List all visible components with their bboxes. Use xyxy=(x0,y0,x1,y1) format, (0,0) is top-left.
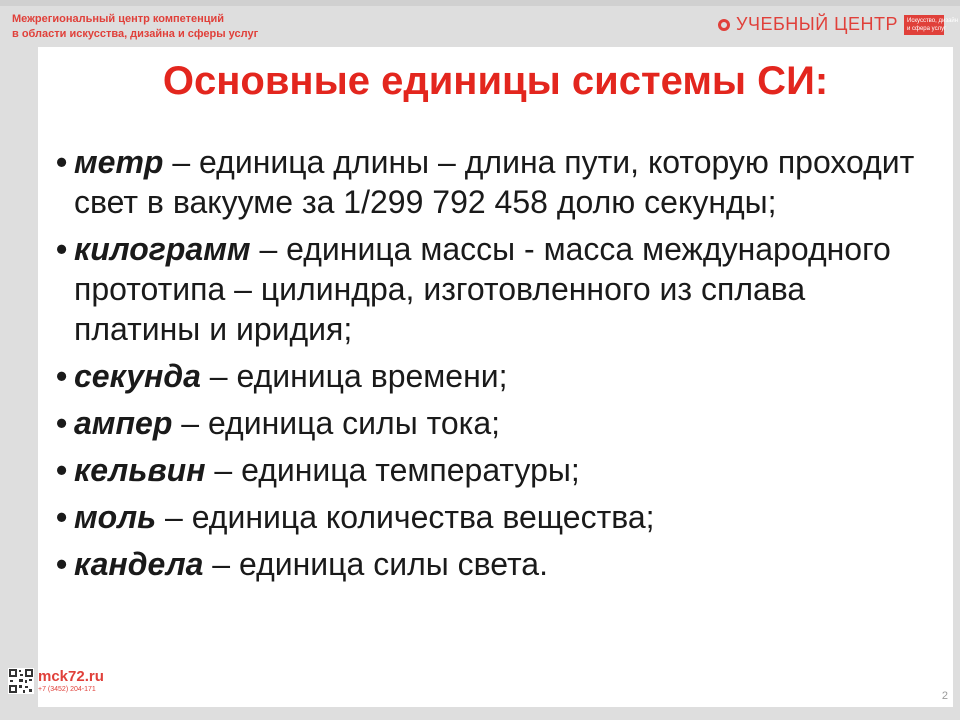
unit-definition: – единица температуры; xyxy=(205,452,580,488)
bullet-item xyxy=(56,497,936,537)
brand-logo xyxy=(718,14,959,35)
content-panel xyxy=(38,47,953,707)
bullet-item xyxy=(56,356,936,396)
bullet-item xyxy=(56,229,936,349)
org-name xyxy=(12,12,258,42)
org-name-line-2: в области искусства, дизайна и сферы услуг xyxy=(12,28,259,40)
unit-definition: – единица количества вещества; xyxy=(156,499,655,535)
brand-badge-line-2: и сфера услуг xyxy=(907,25,947,32)
bullet-marker: • xyxy=(56,546,68,582)
contact-block xyxy=(38,669,104,694)
footer xyxy=(8,668,104,694)
bullet-item xyxy=(56,142,936,222)
page-number: 2 xyxy=(941,690,948,702)
bullet-marker: • xyxy=(56,358,68,394)
brand-name: УЧЕБНЫЙ ЦЕНТР xyxy=(736,14,898,34)
bullet-marker: • xyxy=(56,231,68,267)
unit-definition: – единица силы света. xyxy=(203,546,548,582)
bullet-marker: • xyxy=(56,499,68,535)
bullet-item xyxy=(56,544,936,584)
org-name-line-1: Межрегиональный центр компетенций xyxy=(12,13,225,25)
unit-definition: – единица длины – длина пути, которую проходит свет в вакууме за 1/299 792 458 долю секунды; xyxy=(74,144,915,220)
unit-term: метр xyxy=(74,144,164,180)
bullet-item xyxy=(56,450,936,490)
bullet-item xyxy=(56,403,936,443)
bullet-marker: • xyxy=(56,452,68,488)
slide-title: Основные единицы системы СИ: xyxy=(162,59,829,103)
phone-number: +7 (3452) 204-171 xyxy=(38,685,96,693)
site-link[interactable]: mck72.ru xyxy=(38,667,104,685)
qr-code-icon xyxy=(8,668,34,694)
brand-badge xyxy=(904,15,959,35)
unit-definition: – единица массы - масса международного прототипа – цилиндра, изготовленного из сплава платины и иридия; xyxy=(74,231,891,347)
unit-definition: – единица времени; xyxy=(200,358,508,394)
unit-term: моль xyxy=(74,499,157,535)
unit-definition: – единица силы тока; xyxy=(172,405,501,441)
unit-term: ампер xyxy=(74,405,173,441)
top-strip xyxy=(0,0,960,6)
brand-badge-line-1: Искусство, дизайн xyxy=(907,17,959,24)
unit-term: секунда xyxy=(74,358,201,394)
unit-term: килограмм xyxy=(74,231,251,267)
unit-term: кельвин xyxy=(74,452,206,488)
unit-term: кандела xyxy=(74,546,204,582)
bullet-marker: • xyxy=(56,405,68,441)
bullet-list xyxy=(56,142,936,591)
brand-ring-icon xyxy=(718,19,730,31)
bullet-marker: • xyxy=(56,144,68,180)
